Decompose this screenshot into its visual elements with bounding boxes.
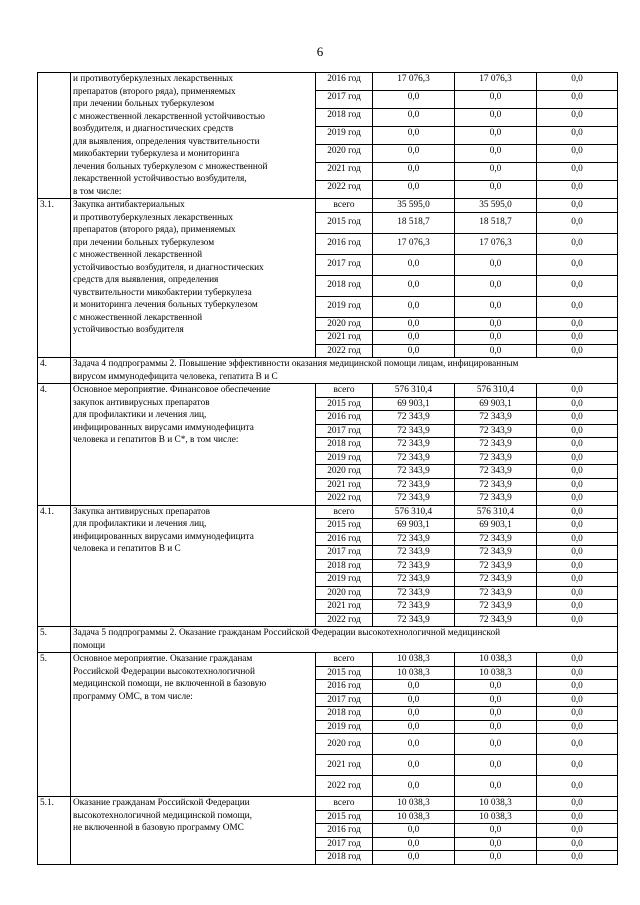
federal-value: 35 595,0 — [455, 199, 537, 213]
federal-value: 0,0 — [455, 824, 537, 838]
other-value: 0,0 — [537, 559, 618, 573]
period-cell: 2021 год — [316, 163, 373, 181]
period-cell: всего — [316, 199, 373, 213]
total-value: 72 343,9 — [373, 586, 455, 600]
period-cell: 2021 год — [316, 331, 373, 345]
federal-value: 72 343,9 — [455, 613, 537, 627]
total-value: 72 343,9 — [373, 478, 455, 492]
total-value: 72 343,9 — [373, 465, 455, 479]
federal-value: 72 343,9 — [455, 559, 537, 573]
description-line: Закупка антивирусных препаратов — [73, 506, 210, 517]
table-row — [38, 73, 618, 91]
description-line: для профилактики и лечения лиц, — [73, 410, 207, 420]
other-value: 0,0 — [537, 519, 618, 533]
federal-value: 72 343,9 — [455, 411, 537, 425]
period-cell: 2017 год — [316, 424, 373, 438]
federal-value: 0,0 — [455, 91, 537, 109]
period-cell: 2022 год — [316, 776, 373, 797]
federal-value: 0,0 — [455, 109, 537, 127]
period-cell: 2021 год — [316, 478, 373, 492]
total-value: 576 310,4 — [373, 505, 455, 519]
federal-value: 10 038,3 — [455, 666, 537, 680]
period-cell: 2022 год — [316, 492, 373, 506]
other-value: 0,0 — [537, 824, 618, 838]
total-value: 0,0 — [373, 127, 455, 145]
total-value: 0,0 — [373, 680, 455, 694]
table-row — [38, 505, 618, 519]
period-cell: 2015 год — [316, 397, 373, 411]
federal-value: 0,0 — [455, 254, 537, 275]
other-value: 0,0 — [537, 181, 618, 199]
total-value: 0,0 — [373, 720, 455, 734]
description-line: программу ОМС, в том числе: — [73, 691, 193, 702]
federal-value: 0,0 — [455, 734, 537, 755]
description-line: при лечении больных туберкулезом — [73, 99, 215, 109]
total-value: 72 343,9 — [373, 411, 455, 425]
description-line: при лечении больных туберкулезом — [73, 237, 215, 248]
other-value: 0,0 — [537, 451, 618, 465]
item-number: 5.1. — [38, 797, 71, 865]
item-description — [71, 73, 316, 199]
description-line: с множественной лекарственной — [73, 312, 203, 323]
period-cell: 2021 год — [316, 755, 373, 776]
total-value: 0,0 — [373, 296, 455, 317]
description-line: и противотуберкулезных лекарственных — [73, 74, 233, 84]
federal-value: 576 310,4 — [455, 505, 537, 519]
total-value: 72 343,9 — [373, 573, 455, 587]
total-value: 0,0 — [373, 317, 455, 331]
period-cell: 2018 год — [316, 559, 373, 573]
item-number: 4. — [38, 384, 71, 506]
period-cell: 2021 год — [316, 600, 373, 614]
other-value: 0,0 — [537, 317, 618, 331]
period-cell: 2020 год — [316, 317, 373, 331]
total-value: 72 343,9 — [373, 451, 455, 465]
total-value: 0,0 — [373, 275, 455, 296]
description-line: закупок антивирусных препаратов — [73, 397, 210, 408]
federal-value: 72 343,9 — [455, 478, 537, 492]
description-line: человека и гепатитов B и C — [73, 544, 181, 554]
other-value: 0,0 — [537, 465, 618, 479]
total-value: 72 343,9 — [373, 600, 455, 614]
federal-value: 10 038,3 — [455, 810, 537, 824]
total-value: 72 343,9 — [373, 613, 455, 627]
federal-value: 10 038,3 — [455, 797, 537, 811]
federal-value: 72 343,9 — [455, 546, 537, 560]
task-number: 5. — [38, 627, 71, 653]
other-value: 0,0 — [537, 755, 618, 776]
period-cell: 2019 год — [316, 573, 373, 587]
total-value: 72 343,9 — [373, 532, 455, 546]
description-line: препаратов (второго ряда), применяемых — [73, 225, 236, 235]
federal-value: 72 343,9 — [455, 573, 537, 587]
federal-value: 0,0 — [455, 344, 537, 358]
other-value: 0,0 — [537, 851, 618, 865]
task-row — [38, 627, 618, 653]
total-value: 72 343,9 — [373, 492, 455, 506]
federal-value: 0,0 — [455, 275, 537, 296]
total-value: 17 076,3 — [373, 73, 455, 91]
federal-value: 0,0 — [455, 837, 537, 851]
item-number: 5. — [38, 653, 71, 797]
other-value: 0,0 — [537, 109, 618, 127]
description-line: возбудителя, и диагностических средств — [73, 124, 234, 134]
page-number: 6 — [316, 44, 324, 59]
total-value: 576 310,4 — [373, 384, 455, 398]
total-value: 10 038,3 — [373, 666, 455, 680]
description-line: с множественной лекарственной — [73, 250, 203, 260]
total-value: 0,0 — [373, 163, 455, 181]
description-line: средств для выявления, определения — [73, 275, 219, 285]
federal-value: 0,0 — [455, 707, 537, 721]
description-line: Основное мероприятие. Оказание гражданам — [73, 654, 253, 664]
item-number: 4.1. — [38, 505, 71, 627]
description-line: устойчивостью возбудителя, и диагностических — [73, 262, 264, 273]
total-value: 0,0 — [373, 254, 455, 275]
period-cell: 2018 год — [316, 438, 373, 452]
federal-value: 0,0 — [455, 163, 537, 181]
federal-value: 0,0 — [455, 720, 537, 734]
total-value: 0,0 — [373, 331, 455, 345]
item-description — [71, 505, 316, 627]
other-value: 0,0 — [537, 505, 618, 519]
total-value: 0,0 — [373, 181, 455, 199]
federal-value: 0,0 — [455, 693, 537, 707]
task-text-line: помощи — [73, 640, 106, 651]
total-value: 0,0 — [373, 824, 455, 838]
task-text — [71, 627, 618, 653]
other-value: 0,0 — [537, 344, 618, 358]
other-value: 0,0 — [537, 666, 618, 680]
other-value: 0,0 — [537, 546, 618, 560]
task-text-line: Задача 5 подпрограммы 2. Оказание гражданам Российской Федерации высокотехнологичной медицинской — [73, 628, 501, 638]
table-row — [38, 384, 618, 398]
description-line: инфицированных вирусами иммунодефицита — [73, 422, 254, 433]
task-text-line: Задача 4 подпрограммы 2. Повышение эффективности оказания медицинской помощи лицам, инфицированным — [73, 359, 519, 369]
other-value: 0,0 — [537, 797, 618, 811]
other-value: 0,0 — [537, 296, 618, 317]
total-value: 10 038,3 — [373, 653, 455, 667]
description-line: и противотуберкулезных лекарственных — [73, 212, 233, 223]
description-line: лекарственной устойчивостью возбудителя, — [73, 174, 247, 184]
period-cell: 2022 год — [316, 613, 373, 627]
description-line: с множественной лекарственной устойчивостью — [73, 111, 265, 122]
period-cell: 2016 год — [316, 73, 373, 91]
period-cell: 2016 год — [316, 680, 373, 694]
description-line: микобактерии туберкулеза и мониторинга — [73, 149, 240, 159]
period-cell: 2020 год — [316, 586, 373, 600]
period-cell: 2017 год — [316, 837, 373, 851]
total-value: 0,0 — [373, 707, 455, 721]
total-value: 0,0 — [373, 755, 455, 776]
federal-value: 0,0 — [455, 776, 537, 797]
total-value: 0,0 — [373, 693, 455, 707]
other-value: 0,0 — [537, 586, 618, 600]
description-line: в том числе: — [73, 186, 122, 197]
total-value: 35 595,0 — [373, 199, 455, 213]
total-value: 72 343,9 — [373, 559, 455, 573]
period-cell: 2017 год — [316, 91, 373, 109]
description-line: и мониторинга лечения больных туберкулезом — [73, 300, 258, 310]
period-cell: 2018 год — [316, 851, 373, 865]
federal-value: 0,0 — [455, 331, 537, 345]
total-value: 0,0 — [373, 109, 455, 127]
description-line: устойчивостью возбудителя — [73, 325, 184, 335]
other-value: 0,0 — [537, 424, 618, 438]
description-line: Закупка антибактериальных — [73, 200, 185, 210]
other-value: 0,0 — [537, 720, 618, 734]
federal-value: 72 343,9 — [455, 532, 537, 546]
task-number: 4. — [38, 358, 71, 384]
table-row — [38, 199, 618, 213]
other-value: 0,0 — [537, 331, 618, 345]
total-value: 0,0 — [373, 851, 455, 865]
total-value: 0,0 — [373, 734, 455, 755]
federal-value: 0,0 — [455, 317, 537, 331]
federal-value: 72 343,9 — [455, 492, 537, 506]
description-line: для выявления, определения чувствительности — [73, 136, 260, 147]
description-line: Российской Федерации высокотехнологичной — [73, 666, 255, 677]
other-value: 0,0 — [537, 397, 618, 411]
other-value: 0,0 — [537, 478, 618, 492]
federal-value: 17 076,3 — [455, 73, 537, 91]
other-value: 0,0 — [537, 73, 618, 91]
period-cell: всего — [316, 384, 373, 398]
other-value: 0,0 — [537, 127, 618, 145]
federal-value: 0,0 — [455, 145, 537, 163]
total-value: 0,0 — [373, 145, 455, 163]
federal-value: 576 310,4 — [455, 384, 537, 398]
federal-value: 69 903,1 — [455, 397, 537, 411]
period-cell: 2019 год — [316, 451, 373, 465]
task-text — [71, 358, 618, 384]
federal-value: 69 903,1 — [455, 519, 537, 533]
description-line: высокотехнологичной медицинской помощи, — [73, 810, 252, 821]
federal-value: 0,0 — [455, 127, 537, 145]
federal-value: 72 343,9 — [455, 586, 537, 600]
other-value: 0,0 — [537, 707, 618, 721]
task-text-line: вирусом иммунодефицита человека, гепатита B и C — [73, 371, 278, 382]
federal-value: 0,0 — [455, 181, 537, 199]
period-cell: 2022 год — [316, 181, 373, 199]
federal-value: 72 343,9 — [455, 451, 537, 465]
federal-value: 0,0 — [455, 296, 537, 317]
period-cell: 2015 год — [316, 810, 373, 824]
other-value: 0,0 — [537, 776, 618, 797]
total-value: 10 038,3 — [373, 797, 455, 811]
federal-value: 72 343,9 — [455, 438, 537, 452]
description-line: чувствительности микобактерии туберкулеза — [73, 287, 252, 298]
period-cell: всего — [316, 653, 373, 667]
federal-value: 72 343,9 — [455, 424, 537, 438]
period-cell: 2018 год — [316, 275, 373, 296]
federal-value: 18 518,7 — [455, 212, 537, 233]
description-line: человека и гепатитов B и C*, в том числе: — [73, 435, 239, 445]
other-value: 0,0 — [537, 145, 618, 163]
item-number: 3.1. — [38, 199, 71, 358]
federal-value: 72 343,9 — [455, 600, 537, 614]
period-cell: 2016 год — [316, 233, 373, 254]
period-cell: 2019 год — [316, 720, 373, 734]
total-value: 0,0 — [373, 776, 455, 797]
federal-value: 72 343,9 — [455, 465, 537, 479]
other-value: 0,0 — [537, 492, 618, 506]
item-description — [71, 797, 316, 865]
federal-value: 0,0 — [455, 851, 537, 865]
item-description — [71, 653, 316, 797]
description-line: медицинской помощи, не включенной в базовую — [73, 679, 267, 689]
period-cell: 2015 год — [316, 212, 373, 233]
total-value: 72 343,9 — [373, 438, 455, 452]
period-cell: 2016 год — [316, 824, 373, 838]
period-cell: 2016 год — [316, 411, 373, 425]
description-line: Основное мероприятие. Финансовое обеспечение — [73, 385, 271, 395]
description-line: Оказание гражданам Российской Федерации — [73, 798, 250, 808]
description-line: лечения больных туберкулезом с множественной — [73, 161, 268, 172]
other-value: 0,0 — [537, 613, 618, 627]
total-value: 72 343,9 — [373, 546, 455, 560]
description-line: не включенной в базовую программу ОМС — [73, 823, 244, 833]
item-number — [38, 73, 71, 199]
period-cell: всего — [316, 505, 373, 519]
other-value: 0,0 — [537, 600, 618, 614]
total-value: 10 038,3 — [373, 810, 455, 824]
other-value: 0,0 — [537, 438, 618, 452]
period-cell: 2018 год — [316, 707, 373, 721]
other-value: 0,0 — [537, 734, 618, 755]
total-value: 69 903,1 — [373, 519, 455, 533]
other-value: 0,0 — [537, 411, 618, 425]
federal-value: 0,0 — [455, 755, 537, 776]
description-line: инфицированных вирусами иммунодефицита — [73, 531, 254, 542]
period-cell: 2020 год — [316, 734, 373, 755]
federal-value: 0,0 — [455, 680, 537, 694]
period-cell: 2017 год — [316, 693, 373, 707]
period-cell: 2015 год — [316, 666, 373, 680]
other-value: 0,0 — [537, 573, 618, 587]
description-line: для профилактики и лечения лиц, — [73, 519, 207, 529]
period-cell: 2017 год — [316, 254, 373, 275]
table-row — [38, 797, 618, 811]
other-value: 0,0 — [537, 653, 618, 667]
total-value: 69 903,1 — [373, 397, 455, 411]
other-value: 0,0 — [537, 212, 618, 233]
period-cell: 2018 год — [316, 109, 373, 127]
other-value: 0,0 — [537, 91, 618, 109]
period-cell: 2020 год — [316, 145, 373, 163]
period-cell: всего — [316, 797, 373, 811]
description-line: препаратов (второго ряда), применяемых — [73, 86, 236, 97]
other-value: 0,0 — [537, 254, 618, 275]
period-cell: 2016 год — [316, 532, 373, 546]
other-value: 0,0 — [537, 693, 618, 707]
total-value: 0,0 — [373, 91, 455, 109]
other-value: 0,0 — [537, 163, 618, 181]
other-value: 0,0 — [537, 275, 618, 296]
budget-table — [37, 72, 618, 865]
period-cell: 2015 год — [316, 519, 373, 533]
federal-value: 10 038,3 — [455, 653, 537, 667]
item-description — [71, 199, 316, 358]
total-value: 18 518,7 — [373, 212, 455, 233]
other-value: 0,0 — [537, 837, 618, 851]
period-cell: 2017 год — [316, 546, 373, 560]
federal-value: 17 076,3 — [455, 233, 537, 254]
other-value: 0,0 — [537, 384, 618, 398]
task-row — [38, 358, 618, 384]
period-cell: 2019 год — [316, 296, 373, 317]
other-value: 0,0 — [537, 233, 618, 254]
period-cell: 2019 год — [316, 127, 373, 145]
total-value: 0,0 — [373, 344, 455, 358]
total-value: 17 076,3 — [373, 233, 455, 254]
total-value: 72 343,9 — [373, 424, 455, 438]
other-value: 0,0 — [537, 680, 618, 694]
other-value: 0,0 — [537, 199, 618, 213]
item-description — [71, 384, 316, 506]
total-value: 0,0 — [373, 837, 455, 851]
period-cell: 2022 год — [316, 344, 373, 358]
other-value: 0,0 — [537, 810, 618, 824]
other-value: 0,0 — [537, 532, 618, 546]
period-cell: 2020 год — [316, 465, 373, 479]
table-row — [38, 653, 618, 667]
